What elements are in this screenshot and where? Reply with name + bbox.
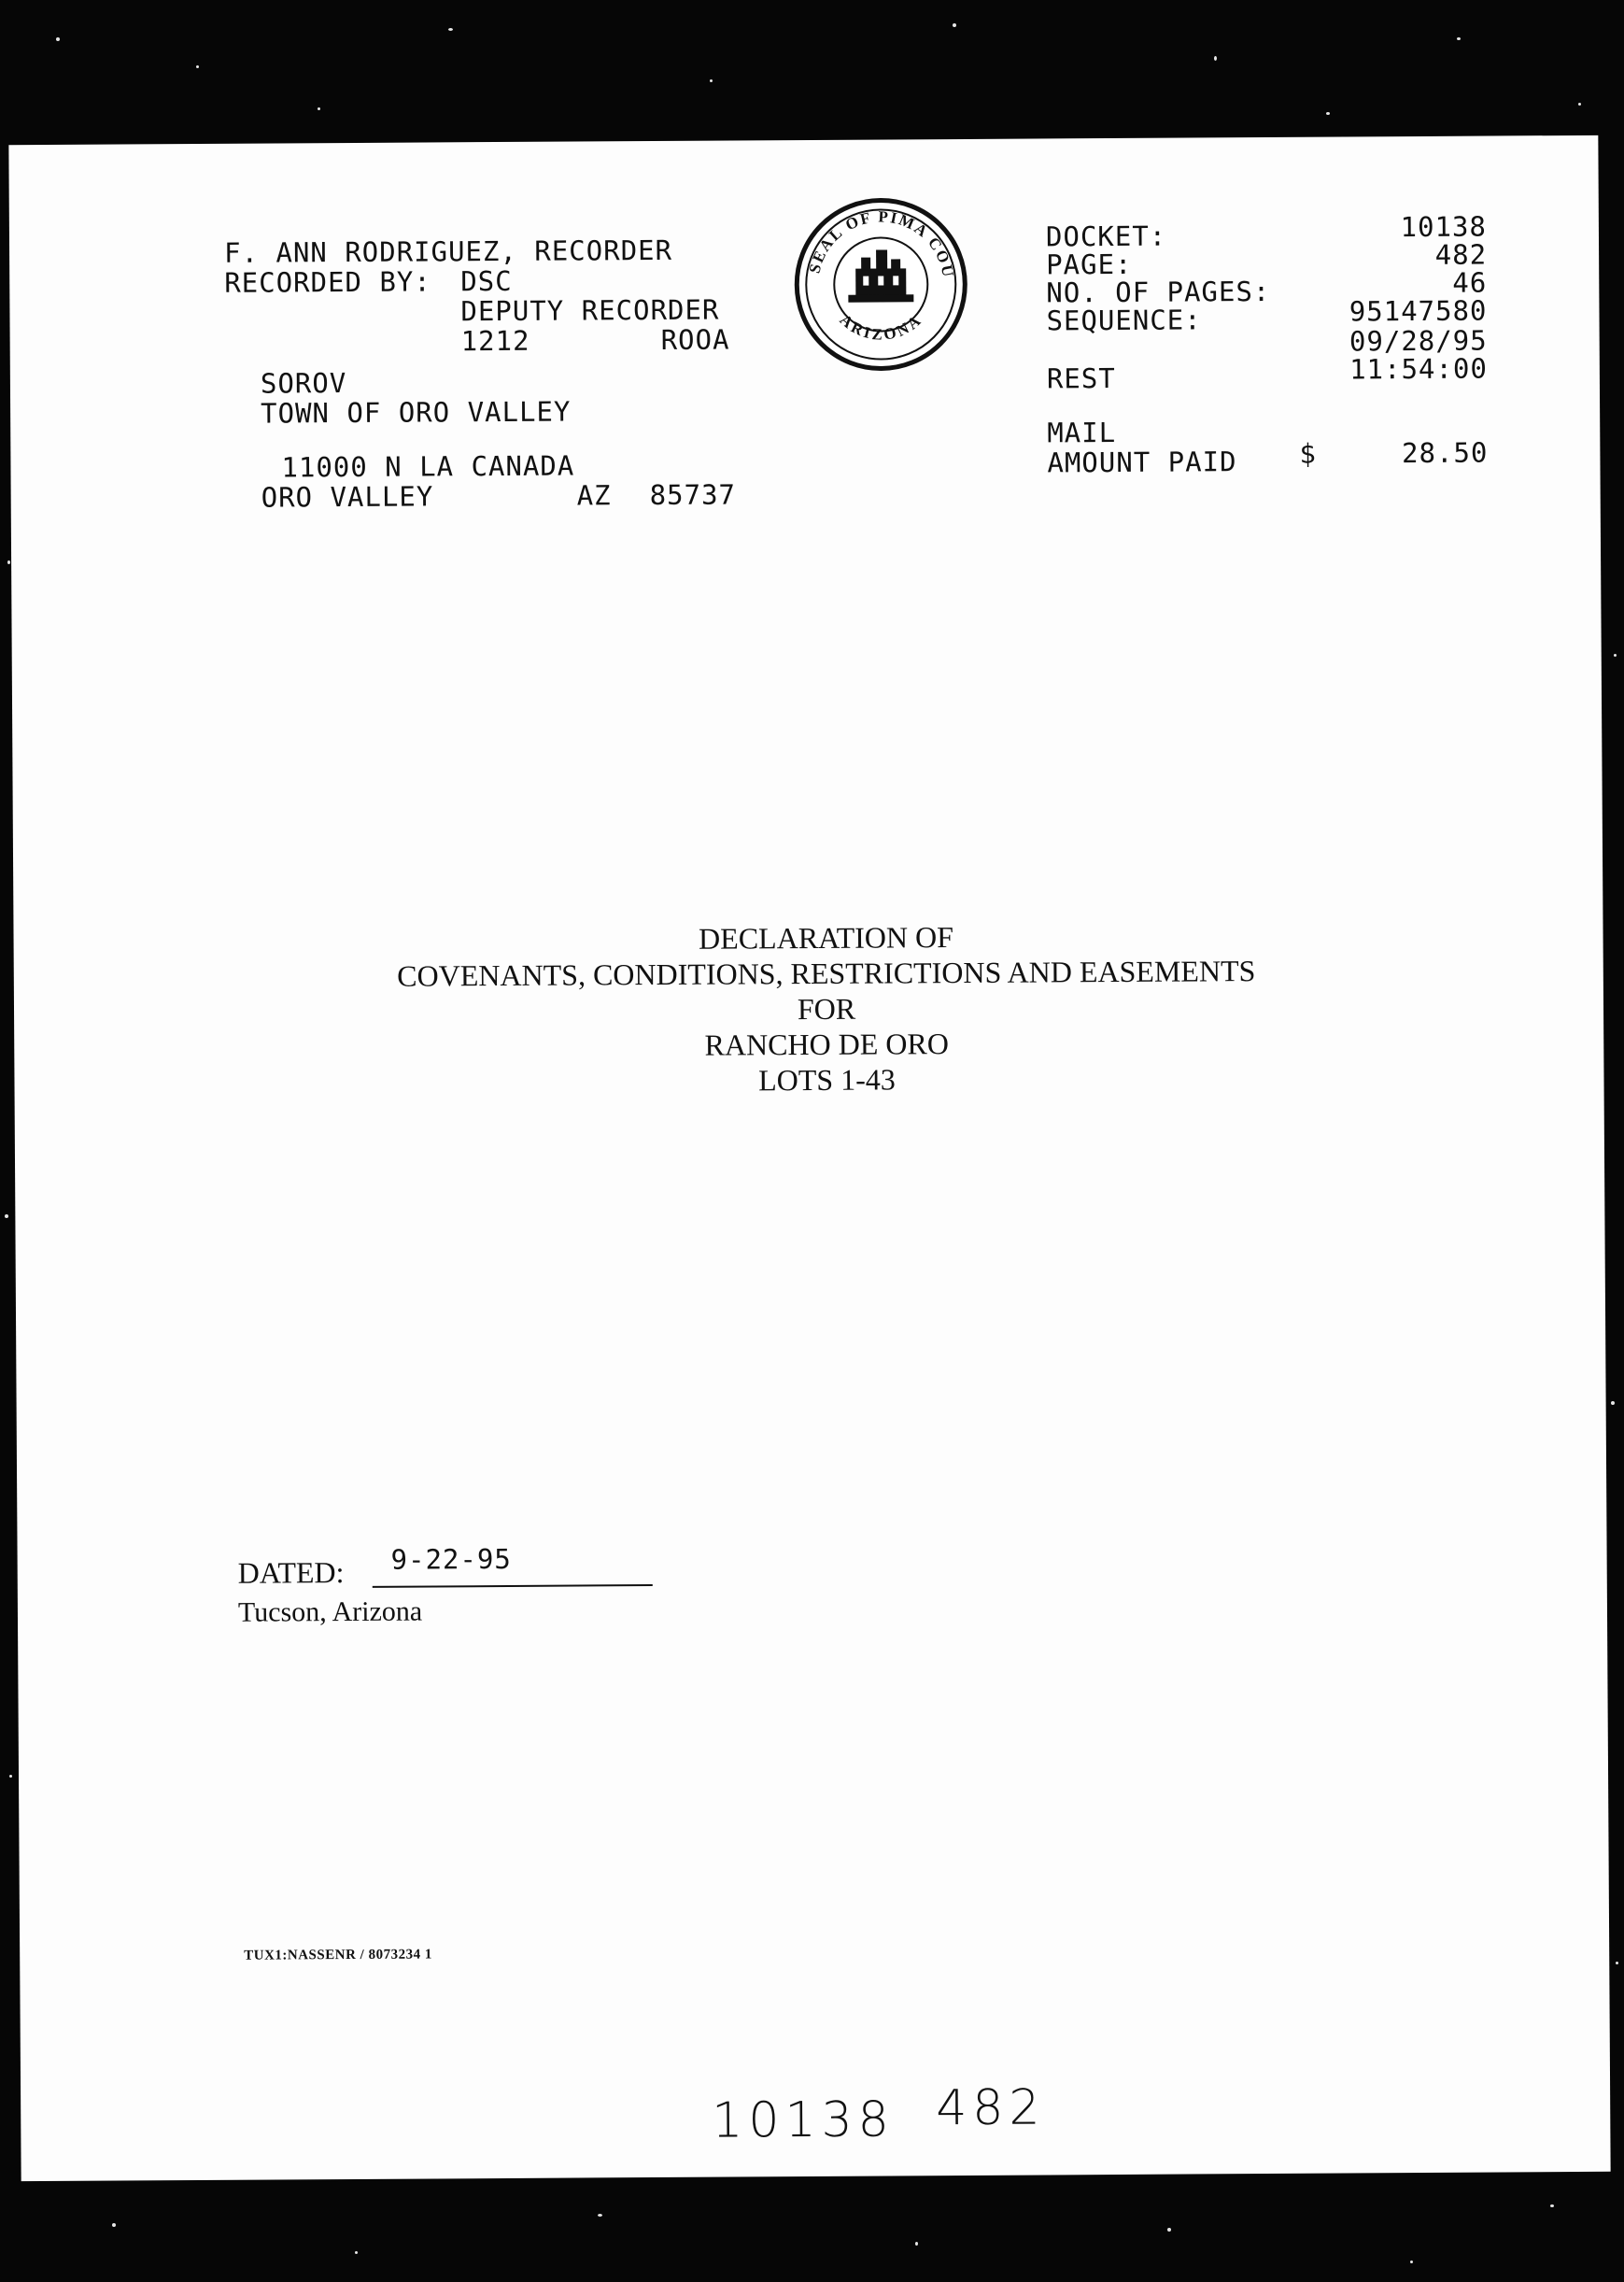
addressee-city: ORO VALLEY bbox=[261, 480, 434, 514]
title-line-3: FOR bbox=[797, 991, 856, 1027]
sequence-value: 95147580 bbox=[1349, 294, 1488, 328]
scan-noise-speck bbox=[1326, 112, 1330, 115]
title-line-5: LOTS 1-43 bbox=[758, 1062, 896, 1098]
dated-label: DATED: bbox=[237, 1555, 345, 1590]
scan-noise-speck bbox=[355, 2251, 358, 2254]
title-line-4: RANCHO DE ORO bbox=[704, 1027, 950, 1062]
rest-label: REST bbox=[1046, 361, 1116, 395]
pages-label: NO. OF PAGES: bbox=[1046, 275, 1271, 309]
scan-noise-speck bbox=[1410, 2261, 1413, 2263]
recorded-by-value: DSC bbox=[460, 264, 513, 298]
title-line-2: COVENANTS, CONDITIONS, RESTRICTIONS AND EASEMENTS bbox=[397, 954, 1256, 993]
county-seal-icon bbox=[792, 195, 970, 374]
title-line-1: DECLARATION OF bbox=[698, 920, 954, 956]
scan-noise-speck bbox=[1616, 1962, 1618, 1964]
scan-noise-speck bbox=[56, 37, 60, 41]
file-reference: TUX1:NASSENR / 8073234 1 bbox=[244, 1947, 432, 1963]
mail-label: MAIL bbox=[1047, 416, 1117, 449]
addressee-street: 11000 N LA CANADA bbox=[281, 449, 575, 484]
scan-noise-speck bbox=[9, 1775, 12, 1778]
scan-noise-speck bbox=[710, 79, 713, 82]
dated-underline bbox=[373, 1584, 653, 1588]
scan-noise-speck bbox=[1611, 1401, 1615, 1405]
document-page bbox=[8, 135, 1610, 2181]
addressee-line1: SOROV bbox=[260, 367, 347, 400]
record-time: 11:54:00 bbox=[1349, 352, 1488, 386]
pages-value: 46 bbox=[1452, 266, 1488, 299]
scan-noise-speck bbox=[1214, 56, 1217, 61]
record-date: 09/28/95 bbox=[1349, 324, 1488, 358]
page-label: PAGE: bbox=[1046, 248, 1133, 281]
scan-noise-speck bbox=[1578, 103, 1581, 106]
scan-noise-speck bbox=[1167, 2228, 1171, 2232]
footer-page-number: 482 bbox=[936, 2079, 1046, 2137]
scan-noise-speck bbox=[953, 23, 956, 27]
recorder-code-left: 1212 bbox=[460, 324, 530, 358]
addressee-zip: 85737 bbox=[649, 478, 737, 512]
scan-noise-speck bbox=[318, 107, 320, 110]
document-title bbox=[293, 916, 1359, 1100]
recorder-code-right: ROOA bbox=[660, 323, 730, 356]
amount-paid-label: AMOUNT PAID bbox=[1047, 446, 1237, 479]
scan-noise-speck bbox=[1614, 654, 1617, 657]
sequence-label: SEQUENCE: bbox=[1046, 304, 1202, 337]
recorder-name: F. ANN RODRIGUEZ, RECORDER bbox=[223, 234, 673, 269]
addressee-state: AZ bbox=[576, 479, 612, 512]
docket-value: 10138 bbox=[1400, 210, 1488, 244]
scan-noise-speck bbox=[7, 560, 10, 564]
seal-top-text: SEAL OF PIMA COUNTY bbox=[805, 207, 958, 280]
scan-noise-speck bbox=[915, 2242, 918, 2246]
scan-noise-speck bbox=[598, 2214, 602, 2217]
docket-label: DOCKET: bbox=[1045, 220, 1167, 253]
dated-value: 9-22-95 bbox=[390, 1542, 512, 1576]
amount-paid-value: 28.50 bbox=[1401, 436, 1489, 470]
scan-noise-speck bbox=[1457, 37, 1461, 40]
recorded-by-label: RECORDED BY: bbox=[224, 265, 431, 299]
addressee-line2: TOWN OF ORO VALLEY bbox=[261, 395, 572, 430]
dated-place: Tucson, Arizona bbox=[237, 1595, 423, 1628]
page-value: 482 bbox=[1434, 238, 1488, 271]
scan-noise-speck bbox=[196, 65, 199, 68]
scan-noise-speck bbox=[112, 2223, 116, 2227]
currency-symbol: $ bbox=[1299, 437, 1317, 470]
seal-bottom-text: ARIZONA bbox=[836, 310, 926, 344]
scan-noise-speck bbox=[448, 28, 453, 31]
deputy-recorder: DEPUTY RECORDER bbox=[460, 293, 720, 328]
scan-noise-speck bbox=[1550, 2204, 1554, 2207]
footer-docket-number: 10138 bbox=[712, 2091, 895, 2149]
scan-noise-speck bbox=[5, 1214, 8, 1218]
